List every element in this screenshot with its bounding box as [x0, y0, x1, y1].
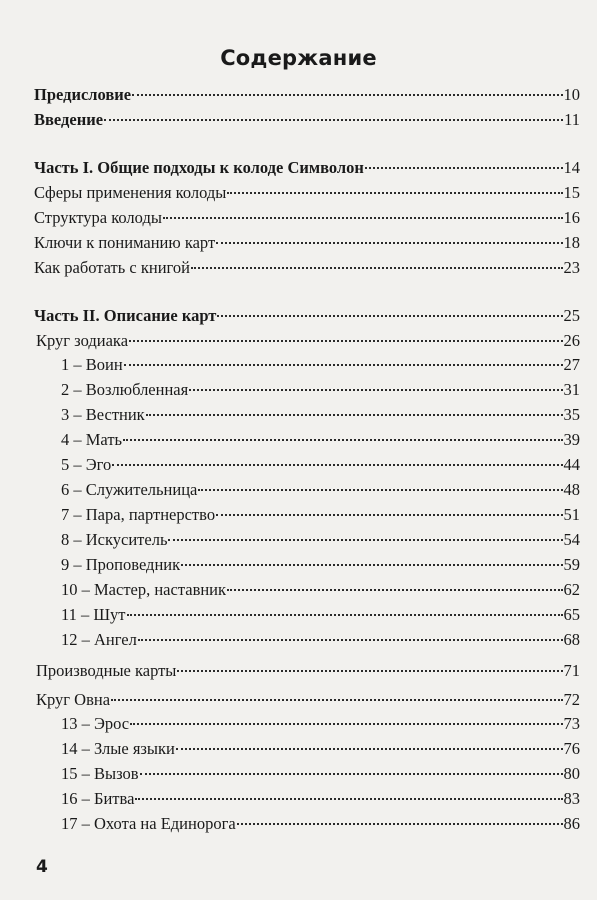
toc-entry-label: 12 – Ангел [61, 630, 137, 649]
toc-entry-label: 6 – Служительница [61, 480, 198, 499]
toc-entry [61, 764, 580, 784]
toc-entry [61, 789, 580, 809]
toc-entry-label: 15 – Вызов [61, 764, 139, 783]
toc-entry [34, 208, 580, 228]
toc-entry-page: 59 [563, 555, 580, 574]
toc-entry-page: 51 [563, 505, 580, 524]
toc-entry [34, 183, 580, 203]
toc-leader-dots [123, 438, 562, 441]
toc-leader-dots [124, 363, 563, 366]
toc-entry-label: 13 – Эрос [61, 714, 130, 733]
toc-entry [61, 714, 580, 734]
toc-leader-dots [132, 93, 562, 96]
toc-entry-page: 80 [563, 764, 580, 783]
toc-entry [36, 331, 580, 351]
toc-leader-dots [191, 266, 563, 269]
toc-leader-dots [216, 513, 562, 516]
toc-entry-page: 71 [563, 661, 580, 680]
toc-entry-page: 16 [563, 208, 580, 227]
toc-leader-dots [127, 613, 563, 616]
toc-entry-page: 73 [563, 714, 580, 733]
toc-entry [34, 258, 580, 278]
toc-entry-label: Ключи к пониманию карт [34, 233, 216, 252]
toc-leader-dots [140, 772, 563, 775]
toc-entry [34, 233, 580, 253]
toc-leader-dots [135, 797, 562, 800]
toc-leader-dots [227, 588, 562, 591]
toc-entry-page: 31 [563, 380, 580, 399]
toc-leader-dots [138, 638, 563, 641]
toc-entry-label: 3 – Вестник [61, 405, 145, 424]
toc-entry-page: 15 [563, 183, 580, 202]
toc-leader-dots [163, 216, 563, 219]
toc-entry [61, 405, 580, 425]
toc-entry [61, 380, 580, 400]
toc-leader-dots [217, 314, 562, 317]
toc-leader-dots [129, 339, 562, 342]
toc-leader-dots [216, 241, 562, 244]
toc-leader-dots [176, 747, 563, 750]
toc-entry [34, 158, 580, 178]
toc-entry-page: 18 [563, 233, 580, 252]
toc-entry [61, 505, 580, 525]
toc-leader-dots [365, 166, 563, 169]
toc-entry [61, 430, 580, 450]
toc-leader-dots [112, 463, 562, 466]
toc-entry-label: 7 – Пара, партнерство [61, 505, 216, 524]
toc-entry-label: Введение [34, 110, 104, 129]
toc-entry [61, 355, 580, 375]
toc-entry [61, 480, 580, 500]
toc-entry-page: 26 [563, 331, 580, 350]
toc-entry [61, 630, 580, 650]
toc-leader-dots [227, 191, 562, 194]
toc-entry [61, 605, 580, 625]
toc-entry-page: 25 [563, 306, 580, 325]
toc-entry [61, 814, 580, 834]
toc-entry [34, 306, 580, 326]
toc-entry-page: 11 [564, 110, 580, 129]
toc-entry-label: Как работать с книгой [34, 258, 190, 277]
toc-entry [34, 110, 580, 130]
toc-entry-page: 83 [563, 789, 580, 808]
toc-entry [61, 530, 580, 550]
toc-entry-label: 10 – Мастер, наставник [61, 580, 227, 599]
toc-leader-dots [168, 538, 562, 541]
toc-entry [61, 455, 580, 475]
toc-entry-label: Структура колоды [34, 208, 162, 227]
toc-entry-page: 62 [563, 580, 580, 599]
toc-entry [34, 85, 580, 105]
toc-entry-page: 14 [563, 158, 580, 177]
toc-entry-page: 65 [563, 605, 580, 624]
toc-entry-page: 23 [563, 258, 580, 277]
toc-entry [61, 739, 580, 759]
toc-entry-label: 8 – Искуситель [61, 530, 168, 549]
toc-entry-label: 2 – Возлюбленная [61, 380, 189, 399]
toc-entry [36, 690, 580, 710]
toc-leader-dots [181, 563, 562, 566]
toc-leader-dots [111, 698, 562, 701]
toc-leader-dots [146, 413, 563, 416]
toc-leader-dots [104, 118, 563, 121]
toc-entry-label: 5 – Эго [61, 455, 112, 474]
toc-leader-dots [237, 822, 563, 825]
toc-entry-page: 44 [563, 455, 580, 474]
toc-entry [61, 580, 580, 600]
toc-leader-dots [189, 388, 562, 391]
toc-entry-page: 86 [563, 814, 580, 833]
toc-entry-label: Круг зодиака [36, 331, 129, 350]
toc-entry-label: 16 – Битва [61, 789, 135, 808]
toc-entry-page: 10 [563, 85, 580, 104]
toc-entry-label: 4 – Мать [61, 430, 123, 449]
toc-entry [61, 555, 580, 575]
toc-entry-label: Часть II. Описание карт [34, 306, 217, 325]
page-title: Содержание [220, 46, 377, 70]
toc-entry-label: Часть I. Общие подходы к колоде Символон [34, 158, 364, 177]
toc-entry-page: 35 [563, 405, 580, 424]
toc-entry-label: 9 – Проповедник [61, 555, 181, 574]
toc-entry-label: Производные карты [36, 661, 177, 680]
toc-entry-page: 68 [563, 630, 580, 649]
toc-entry-label: Предисловие [34, 85, 132, 104]
page-number: 4 [36, 857, 48, 877]
toc-entry [36, 661, 580, 681]
toc-entry-label: Сферы применения колоды [34, 183, 227, 202]
toc-leader-dots [198, 488, 562, 491]
toc-entry-page: 48 [563, 480, 580, 499]
toc-entry-page: 72 [563, 690, 580, 709]
toc-leader-dots [130, 722, 562, 725]
toc-entry-page: 76 [563, 739, 580, 758]
toc-entry-label: Круг Овна [36, 690, 111, 709]
toc-entry-label: 11 – Шут [61, 605, 126, 624]
toc-entry-label: 1 – Воин [61, 355, 123, 374]
toc-leader-dots [177, 669, 562, 672]
toc-entry-label: 17 – Охота на Единорога [61, 814, 236, 833]
toc-entry-page: 27 [563, 355, 580, 374]
toc-entry-label: 14 – Злые языки [61, 739, 175, 758]
toc-entry-page: 54 [563, 530, 580, 549]
toc-entry-page: 39 [563, 430, 580, 449]
